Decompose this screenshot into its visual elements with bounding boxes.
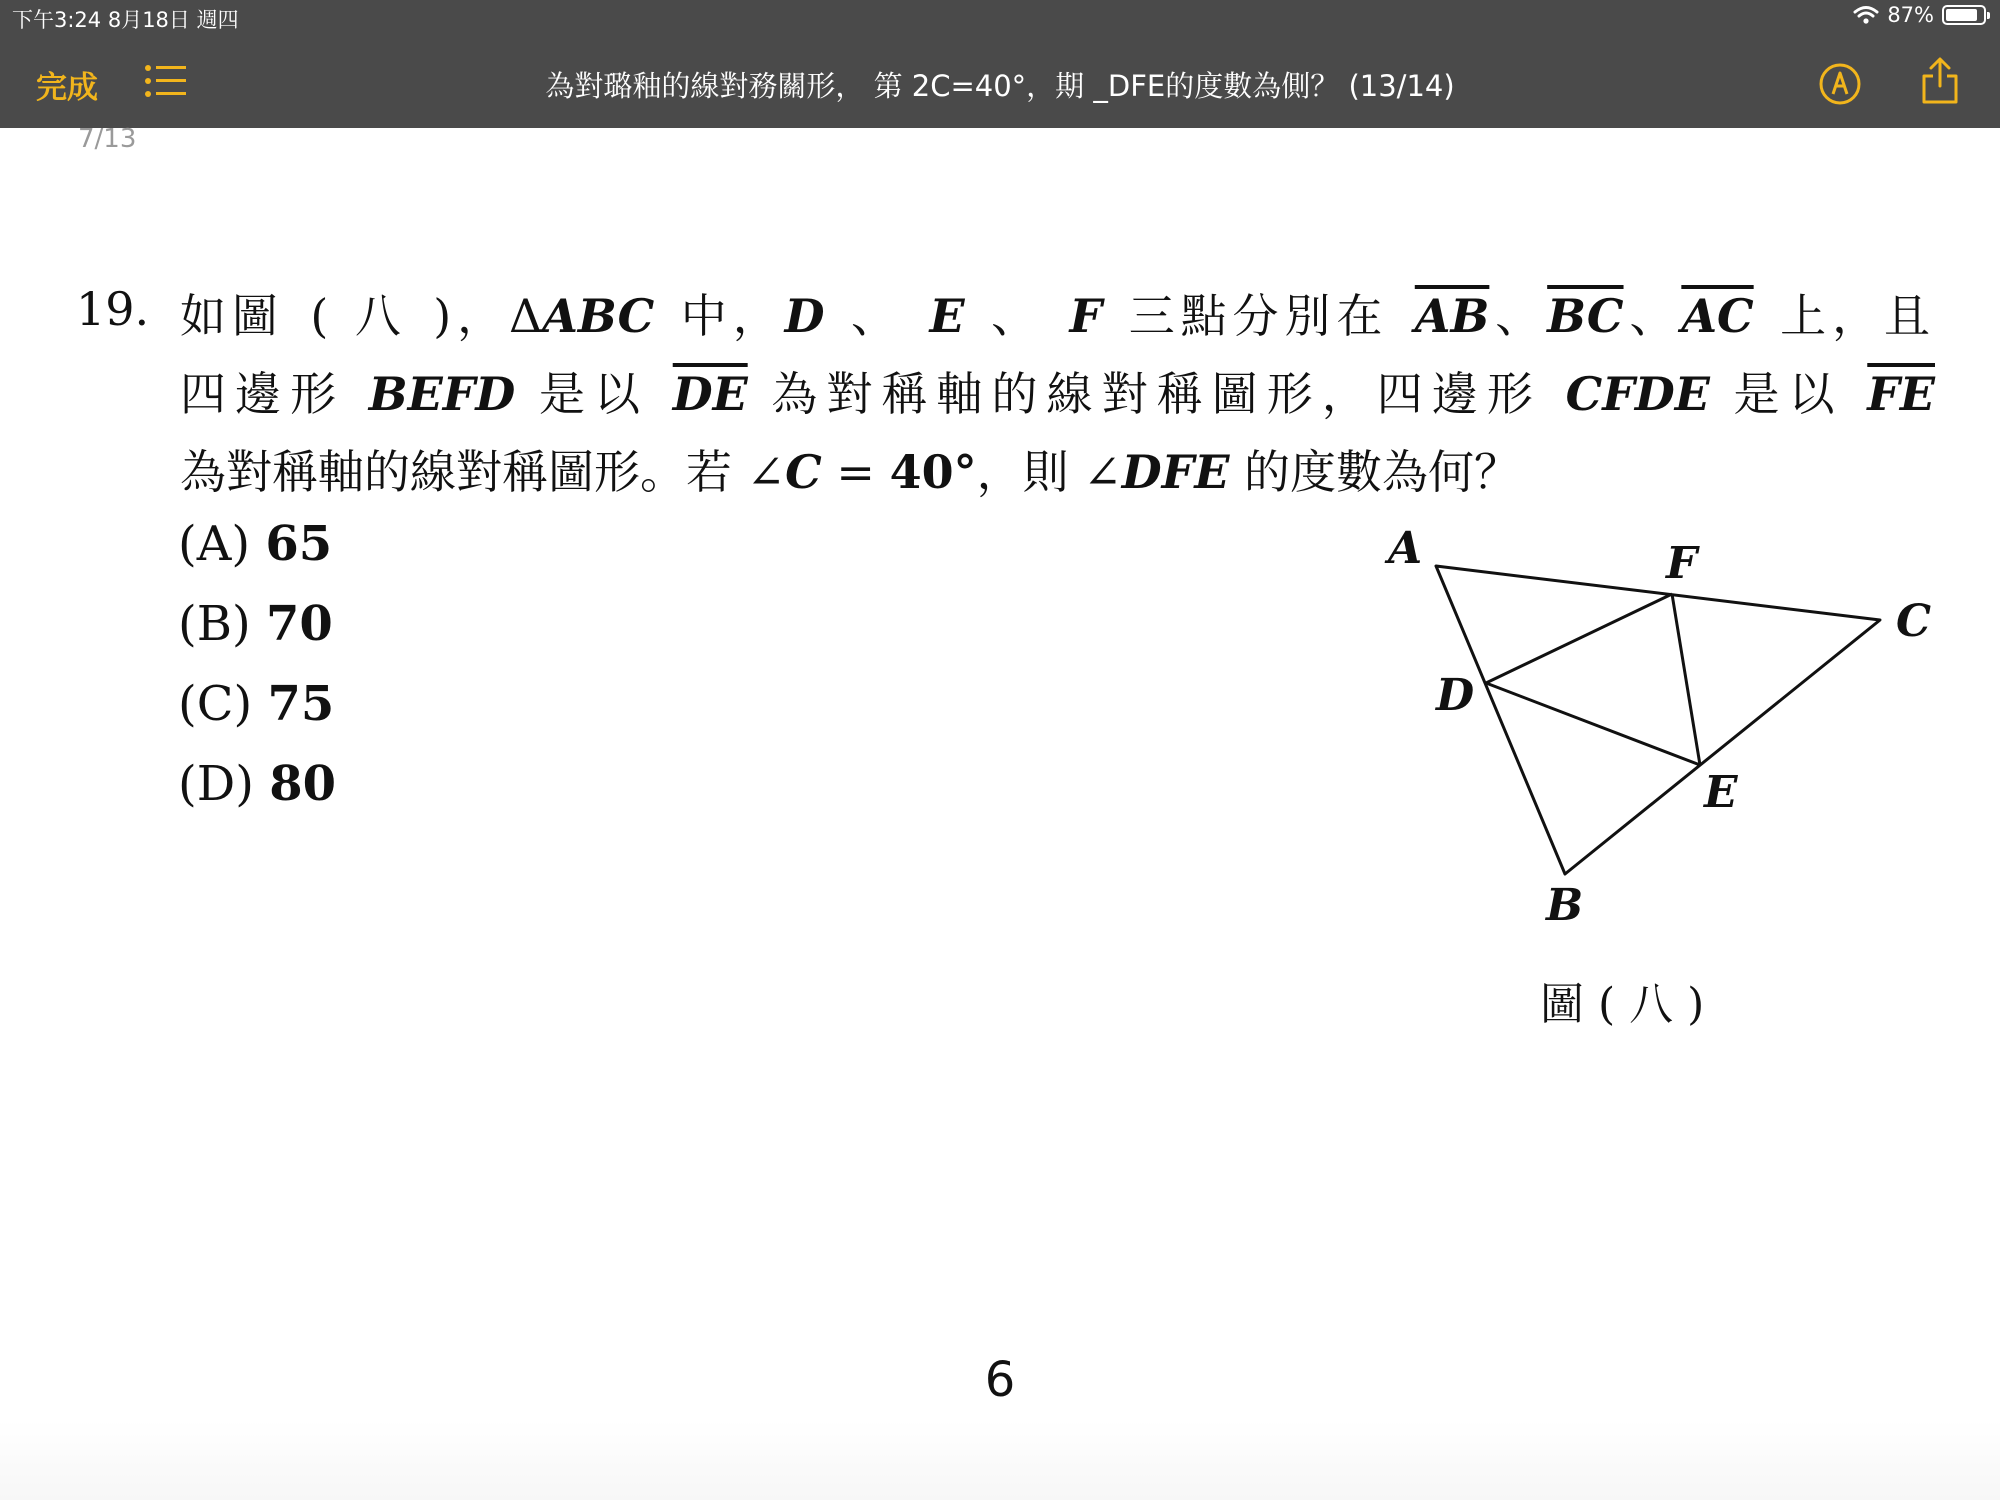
q-text: 如圖 ( 八 )，Δ [180, 289, 543, 343]
battery-tip [1987, 12, 1990, 19]
option-value: 80 [269, 756, 336, 812]
option-c [178, 676, 334, 732]
q-text: 三點分別在 [1102, 289, 1415, 343]
triangle-abc [1436, 566, 1880, 874]
point-label-f: F [1666, 538, 1698, 589]
q-seg-de: $\overline{DE}$ [672, 367, 748, 421]
page-number: 6 [984, 1352, 1016, 1408]
q-text: 上，且 [1753, 289, 1930, 343]
segment-df [1486, 594, 1672, 683]
q-seg-bc: $\overline{BC}$ [1547, 289, 1624, 343]
q-text: 為對稱軸的線對稱圖形，四邊形 [747, 367, 1566, 421]
q-text: 是以 [515, 367, 673, 421]
battery-percent: 87% [1887, 3, 1934, 27]
option-label: (A) [178, 516, 251, 572]
q-var-f: F [1069, 289, 1103, 343]
q-var-e: E [929, 289, 965, 343]
status-right [1853, 3, 1986, 27]
q-var-c: C [785, 445, 822, 499]
question-line-3 [180, 436, 1520, 502]
q-var-d: D [784, 289, 825, 343]
q-text: 、 [1623, 289, 1682, 343]
q-text: 、 [824, 289, 930, 343]
wifi-icon [1853, 5, 1879, 25]
segment-fe [1672, 594, 1700, 765]
done-button[interactable]: 完成 [36, 70, 98, 106]
q-seg-fe: $\overline{FE}$ [1867, 367, 1935, 421]
q-text: 四邊形 [180, 367, 369, 421]
option-value: 65 [265, 516, 333, 572]
option-b [178, 596, 333, 652]
status-time-date: 下午3:24 8月18日 週四 [12, 8, 239, 32]
page-indicator: 7/13 [78, 124, 137, 154]
q-var-abc: ABC [542, 289, 655, 343]
triangle-figure [1370, 510, 1950, 930]
status-bar [0, 0, 2000, 34]
point-label-b: B [1546, 880, 1584, 930]
segment-de [1486, 683, 1700, 765]
q-text: 是以 [1709, 367, 1868, 421]
question-line-1 [180, 280, 1930, 346]
battery-icon [1942, 5, 1986, 25]
q-text: 中， [654, 289, 785, 343]
q-text: ，則 ∠ [976, 445, 1122, 499]
q-var-befd: BEFD [368, 367, 516, 421]
option-a [178, 516, 332, 572]
q-text: 的度數為何？ [1229, 445, 1521, 499]
option-label: (D) [178, 756, 254, 812]
q-var-cfde: CFDE [1565, 367, 1710, 421]
option-value: 70 [266, 596, 333, 652]
q-angle-value: 40° [889, 445, 977, 499]
option-label: (B) [178, 596, 251, 652]
point-label-c: C [1896, 596, 1932, 647]
q-seg-ab: $\overline{AB}$ [1414, 289, 1490, 343]
list-icon[interactable] [144, 64, 188, 98]
q-text: 、 [1489, 289, 1548, 343]
option-label: (C) [178, 676, 253, 732]
option-value: 75 [267, 676, 335, 732]
share-icon[interactable] [1920, 56, 1960, 106]
figure-caption: 圖 ( 八 ) [1540, 979, 1705, 1030]
q-text: 為對稱軸的線對稱圖形。若 ∠ [180, 445, 786, 499]
option-d [178, 756, 336, 812]
markup-pen-icon[interactable] [1818, 62, 1862, 106]
point-label-a: A [1388, 523, 1423, 574]
question-number: 19. [76, 282, 150, 336]
question-line-2 [180, 358, 1935, 424]
document-title: 為對璐釉的線對務關形， 第 2C=40°，期 _DFE的度數為側？ (13/14) [545, 69, 1455, 103]
point-label-e: E [1704, 767, 1738, 818]
q-var-dfe: DFE [1121, 445, 1230, 499]
q-seg-ac: $\overline{AC}$ [1681, 289, 1754, 343]
battery-fill [1946, 9, 1977, 21]
point-label-d: D [1436, 670, 1475, 721]
bottom-fade [0, 1420, 2000, 1500]
q-text: 、 [964, 289, 1070, 343]
toolbar [0, 34, 2000, 128]
q-text: = [821, 445, 890, 499]
